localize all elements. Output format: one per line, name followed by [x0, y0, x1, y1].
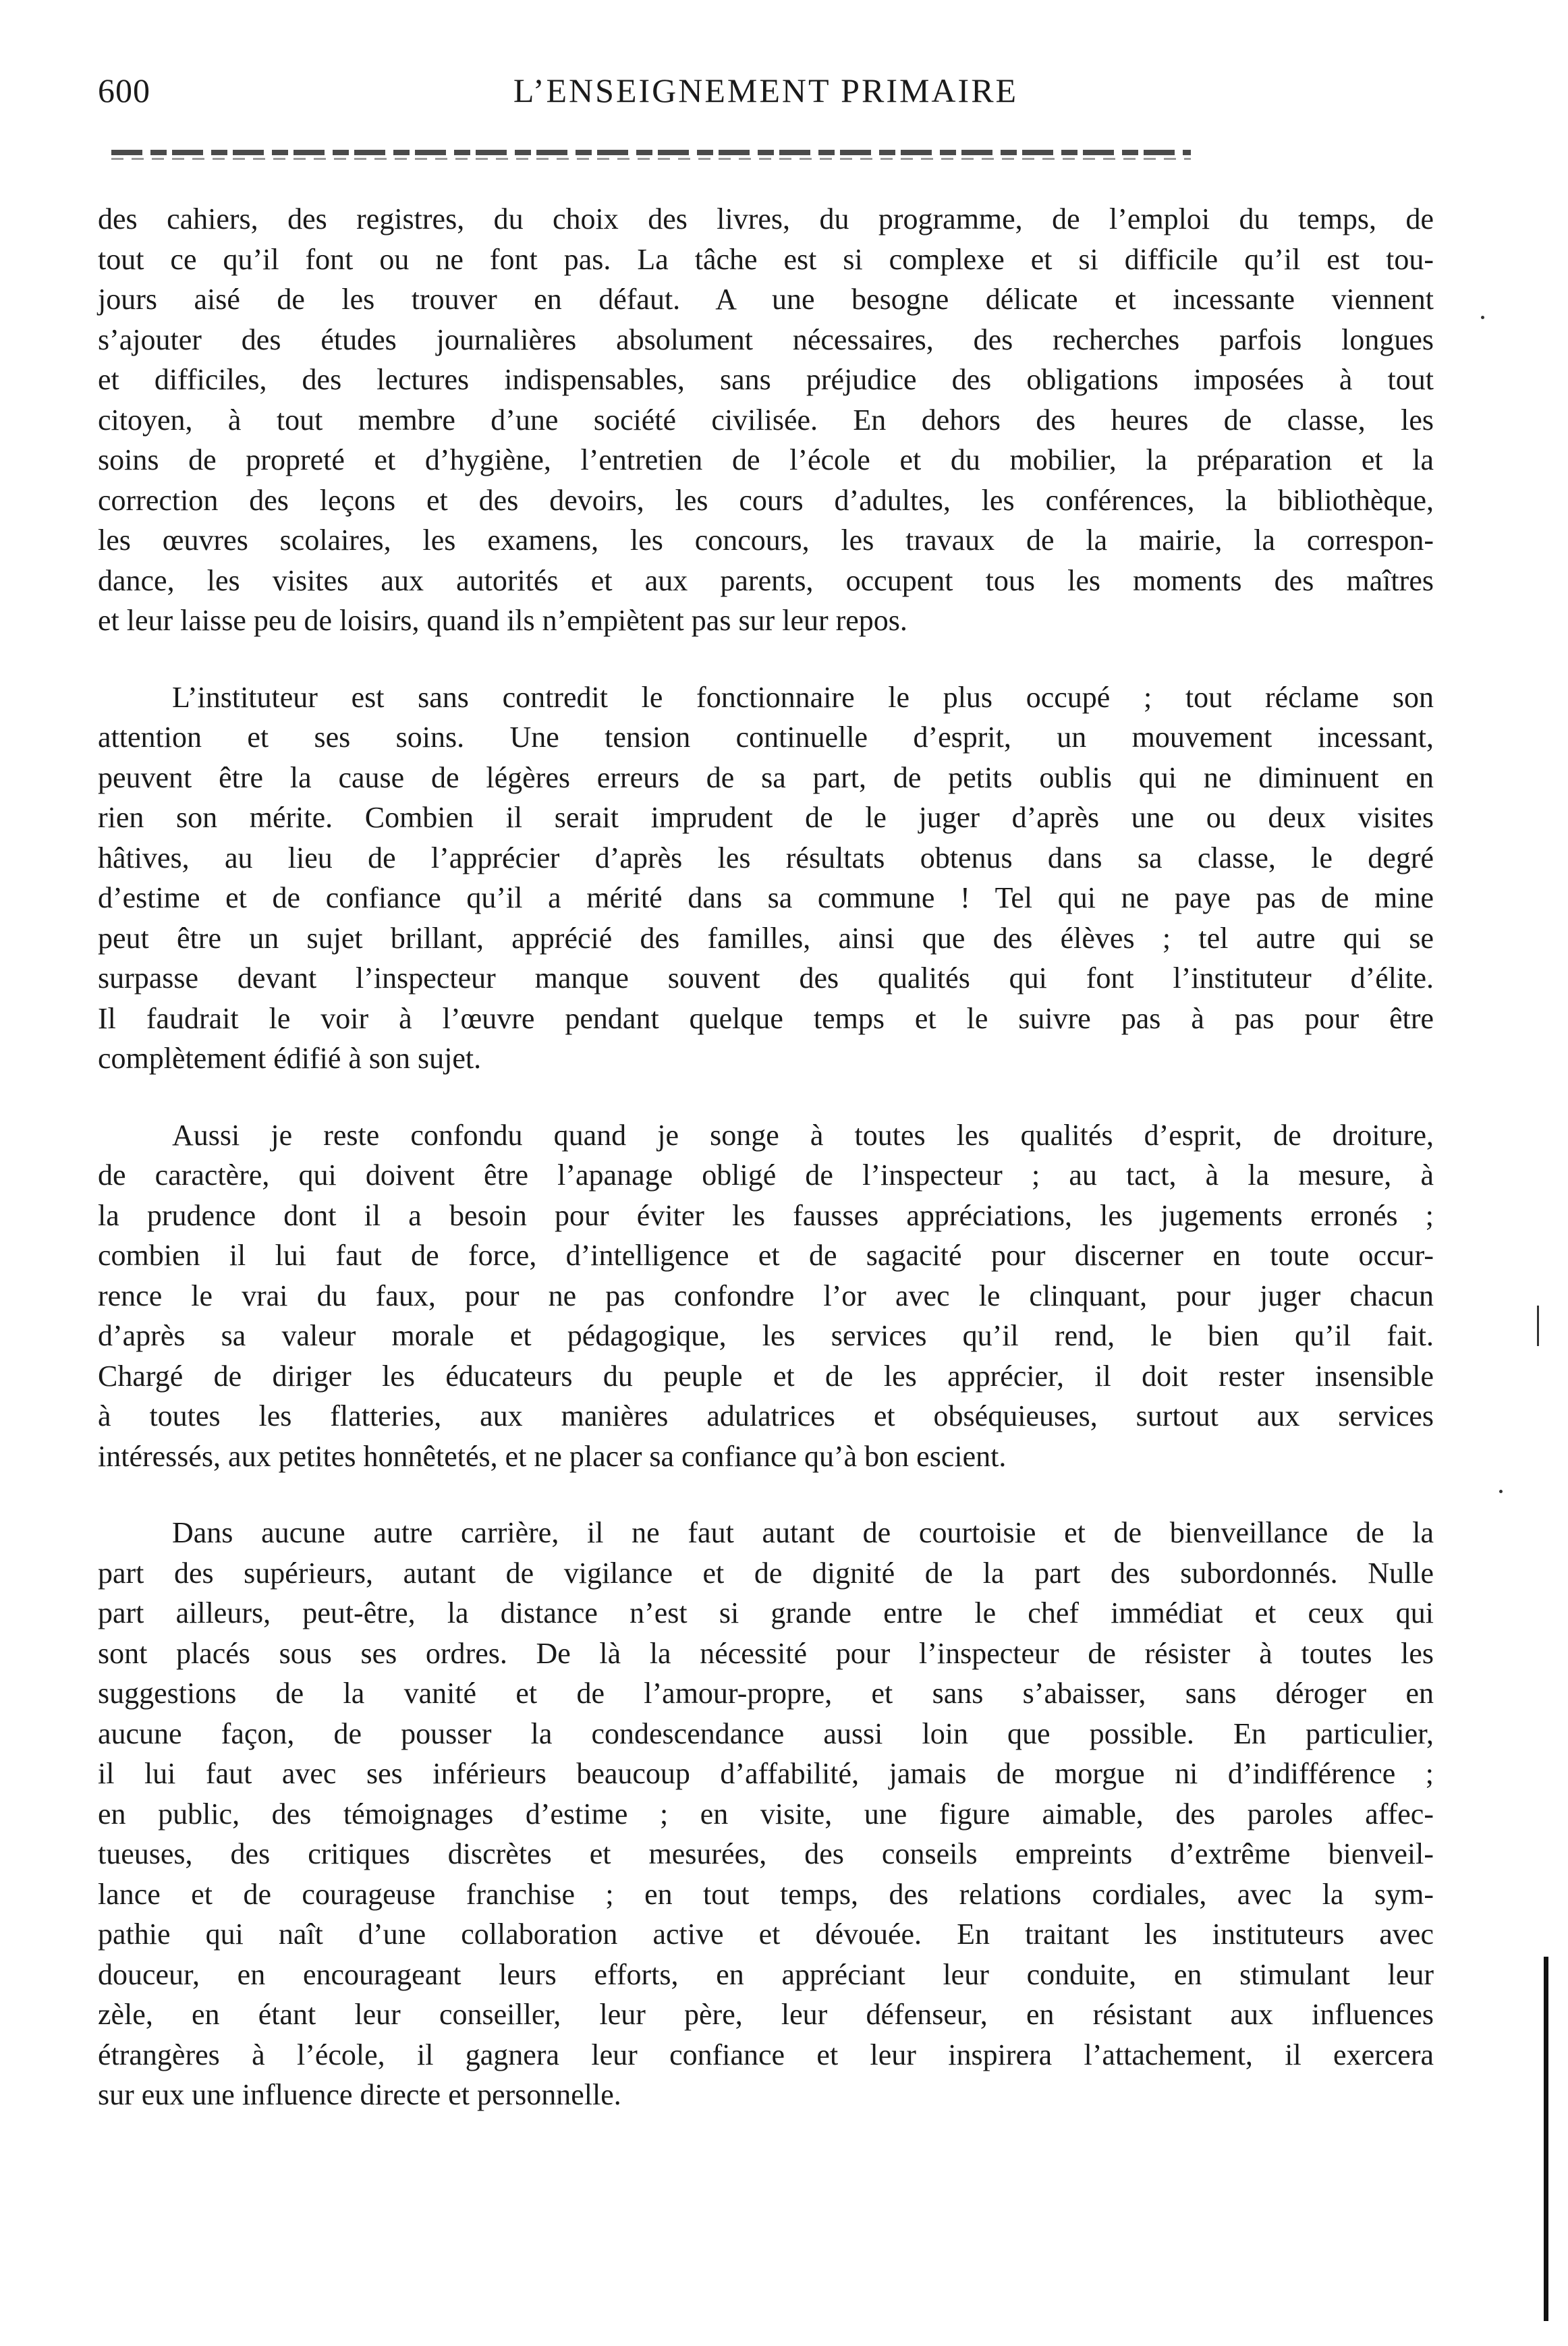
text-line: part des supérieurs, autant de vigilance et de dignité de la part des subordonnés. Nulle [98, 1556, 1434, 1590]
text-line: part ailleurs, peut-être, la distance n’est si grande entre le chef immédiat et ceux qui [98, 1596, 1434, 1629]
scan-speck [1499, 1490, 1503, 1493]
text-line: surpasse devant l’inspecteur manque souvent des qualités qui font l’instituteur d’élite. [98, 961, 1434, 995]
scan-margin-bar [1544, 1957, 1548, 2321]
text-line: L’instituteur est sans contredit le fonctionnaire le plus occupé ; tout réclame son [172, 680, 1434, 714]
page-number: 600 [98, 72, 150, 109]
text-line: Dans aucune autre carrière, il ne faut autant de courtoisie et de bienveillance de la [172, 1516, 1434, 1549]
text-line: attention et ses soins. Une tension continuelle d’esprit, un mouvement incessant, [98, 721, 1434, 754]
text-line: correction des leçons et des devoirs, les cours d’adultes, les conférences, la bibliothèque, [98, 483, 1434, 517]
text-line: en public, des témoignages d’estime ; en visite, une figure aimable, des paroles affec- [98, 1797, 1434, 1831]
body-text [98, 199, 1434, 2152]
text-line: s’ajouter des études journalières absolument nécessaires, des recherches parfois longues [98, 323, 1434, 356]
running-title: L’ENSEIGNEMENT PRIMAIRE [513, 72, 1019, 109]
text-line: intéressés, aux petites honnêtetés, et ne placer sa confiance qu’à bon escient. [98, 1439, 1007, 1473]
text-line: rien son mérite. Combien il serait imprudent de le juger d’après une ou deux visites [98, 801, 1434, 834]
text-line: sur eux une influence directe et personnelle. [98, 2078, 621, 2111]
page-header [98, 71, 1434, 132]
paragraph [98, 199, 1434, 641]
text-line: et difficiles, des lectures indispensables, sans préjudice des obligations imposées à tout [98, 363, 1434, 396]
text-line: à toutes les flatteries, aux manières adulatrices et obséquieuses, surtout aux services [98, 1399, 1434, 1432]
text-line: d’estime et de confiance qu’il a mérité dans sa commune ! Tel qui ne paye pas de mine [98, 881, 1434, 914]
text-line: sont placés sous ses ordres. De là la nécessité pour l’inspecteur de résister à toutes les [98, 1636, 1434, 1670]
text-line: citoyen, à tout membre d’une société civilisée. En dehors des heures de classe, les [98, 403, 1434, 437]
text-line: peuvent être la cause de légères erreurs de sa part, de petits oublis qui ne diminuent en [98, 760, 1434, 794]
text-line: les œuvres scolaires, les examens, les concours, les travaux de la mairie, la correspon- [98, 524, 1434, 557]
paragraph [98, 1513, 1434, 2115]
text-line: rence le vrai du faux, pour ne pas confondre l’or avec le clinquant, pour juger chacun [98, 1279, 1434, 1312]
text-line: pathie qui naît d’une collaboration active et dévouée. En traitant les instituteurs avec [98, 1918, 1434, 1951]
text-line: douceur, en encourageant leurs efforts, en appréciant leur conduite, en stimulant leur [98, 1957, 1434, 1991]
paragraph [98, 1115, 1434, 1477]
text-line: tueuses, des critiques discrètes et mesurées, des conseils empreints d’extrême bienveil- [98, 1837, 1434, 1870]
text-line: soins de propreté et d’hygiène, l’entretien de l’école et du mobilier, la préparation et la [98, 443, 1434, 476]
text-line: des cahiers, des registres, du choix des livres, du programme, de l’emploi du temps, de [98, 202, 1434, 235]
paragraph [98, 677, 1434, 1079]
header-rule [111, 150, 1191, 155]
text-line: la prudence dont il a besoin pour éviter les fausses appréciations, les jugements erronés ; [98, 1198, 1434, 1232]
text-line: lance et de courageuse franchise ; en tout temps, des relations cordiales, avec la sym- [98, 1877, 1434, 1911]
text-line: dance, les visites aux autorités et aux parents, occupent tous les moments des maîtres [98, 563, 1434, 597]
text-line: il lui faut avec ses inférieurs beaucoup d’affabilité, jamais de morgue ni d’indifférence ; [98, 1757, 1434, 1790]
text-line: Aussi je reste confondu quand je songe à toutes les qualités d’esprit, de droiture, [172, 1118, 1434, 1152]
text-line: aucune façon, de pousser la condescendance aussi loin que possible. En particulier, [98, 1716, 1434, 1750]
text-line: peut être un sujet brillant, apprécié des familles, ainsi que des élèves ; tel autre qui se [98, 921, 1434, 955]
scan-speck [1481, 316, 1484, 319]
text-line: suggestions de la vanité et de l’amour-propre, et sans s’abaisser, sans déroger en [98, 1677, 1434, 1710]
text-line: et leur laisse peu de loisirs, quand ils n’empiètent pas sur leur repos. [98, 604, 907, 637]
text-line: Chargé de diriger les éducateurs du peuple et de les apprécier, il doit rester insensible [98, 1359, 1434, 1393]
text-line: étrangères à l’école, il gagnera leur confiance et leur inspirera l’attachement, il exercera [98, 2038, 1434, 2071]
header-rule-thin [111, 158, 1191, 160]
text-line: zèle, en étant leur conseiller, leur père, leur défenseur, en résistant aux influences [98, 1998, 1434, 2031]
text-line: d’après sa valeur morale et pédagogique, les services qu’il rend, le bien qu’il fait. [98, 1319, 1434, 1352]
text-line: complètement édifié à son sujet. [98, 1042, 482, 1075]
scan-margin-tick [1537, 1306, 1539, 1346]
text-line: de caractère, qui doivent être l’apanage obligé de l’inspecteur ; au tact, à la mesure, à [98, 1158, 1434, 1192]
text-line: tout ce qu’il font ou ne font pas. La tâche est si complexe et si difficile qu’il est tou- [98, 242, 1434, 276]
text-line: combien il lui faut de force, d’intelligence et de sagacité pour discerner en toute occur- [98, 1239, 1434, 1272]
text-line: hâtives, au lieu de l’apprécier d’après les résultats obtenus dans sa classe, le degré [98, 841, 1434, 874]
text-line: Il faudrait le voir à l’œuvre pendant quelque temps et le suivre pas à pas pour être [98, 1001, 1434, 1035]
text-line: jours aisé de les trouver en défaut. A une besogne délicate et incessante viennent [98, 283, 1434, 316]
